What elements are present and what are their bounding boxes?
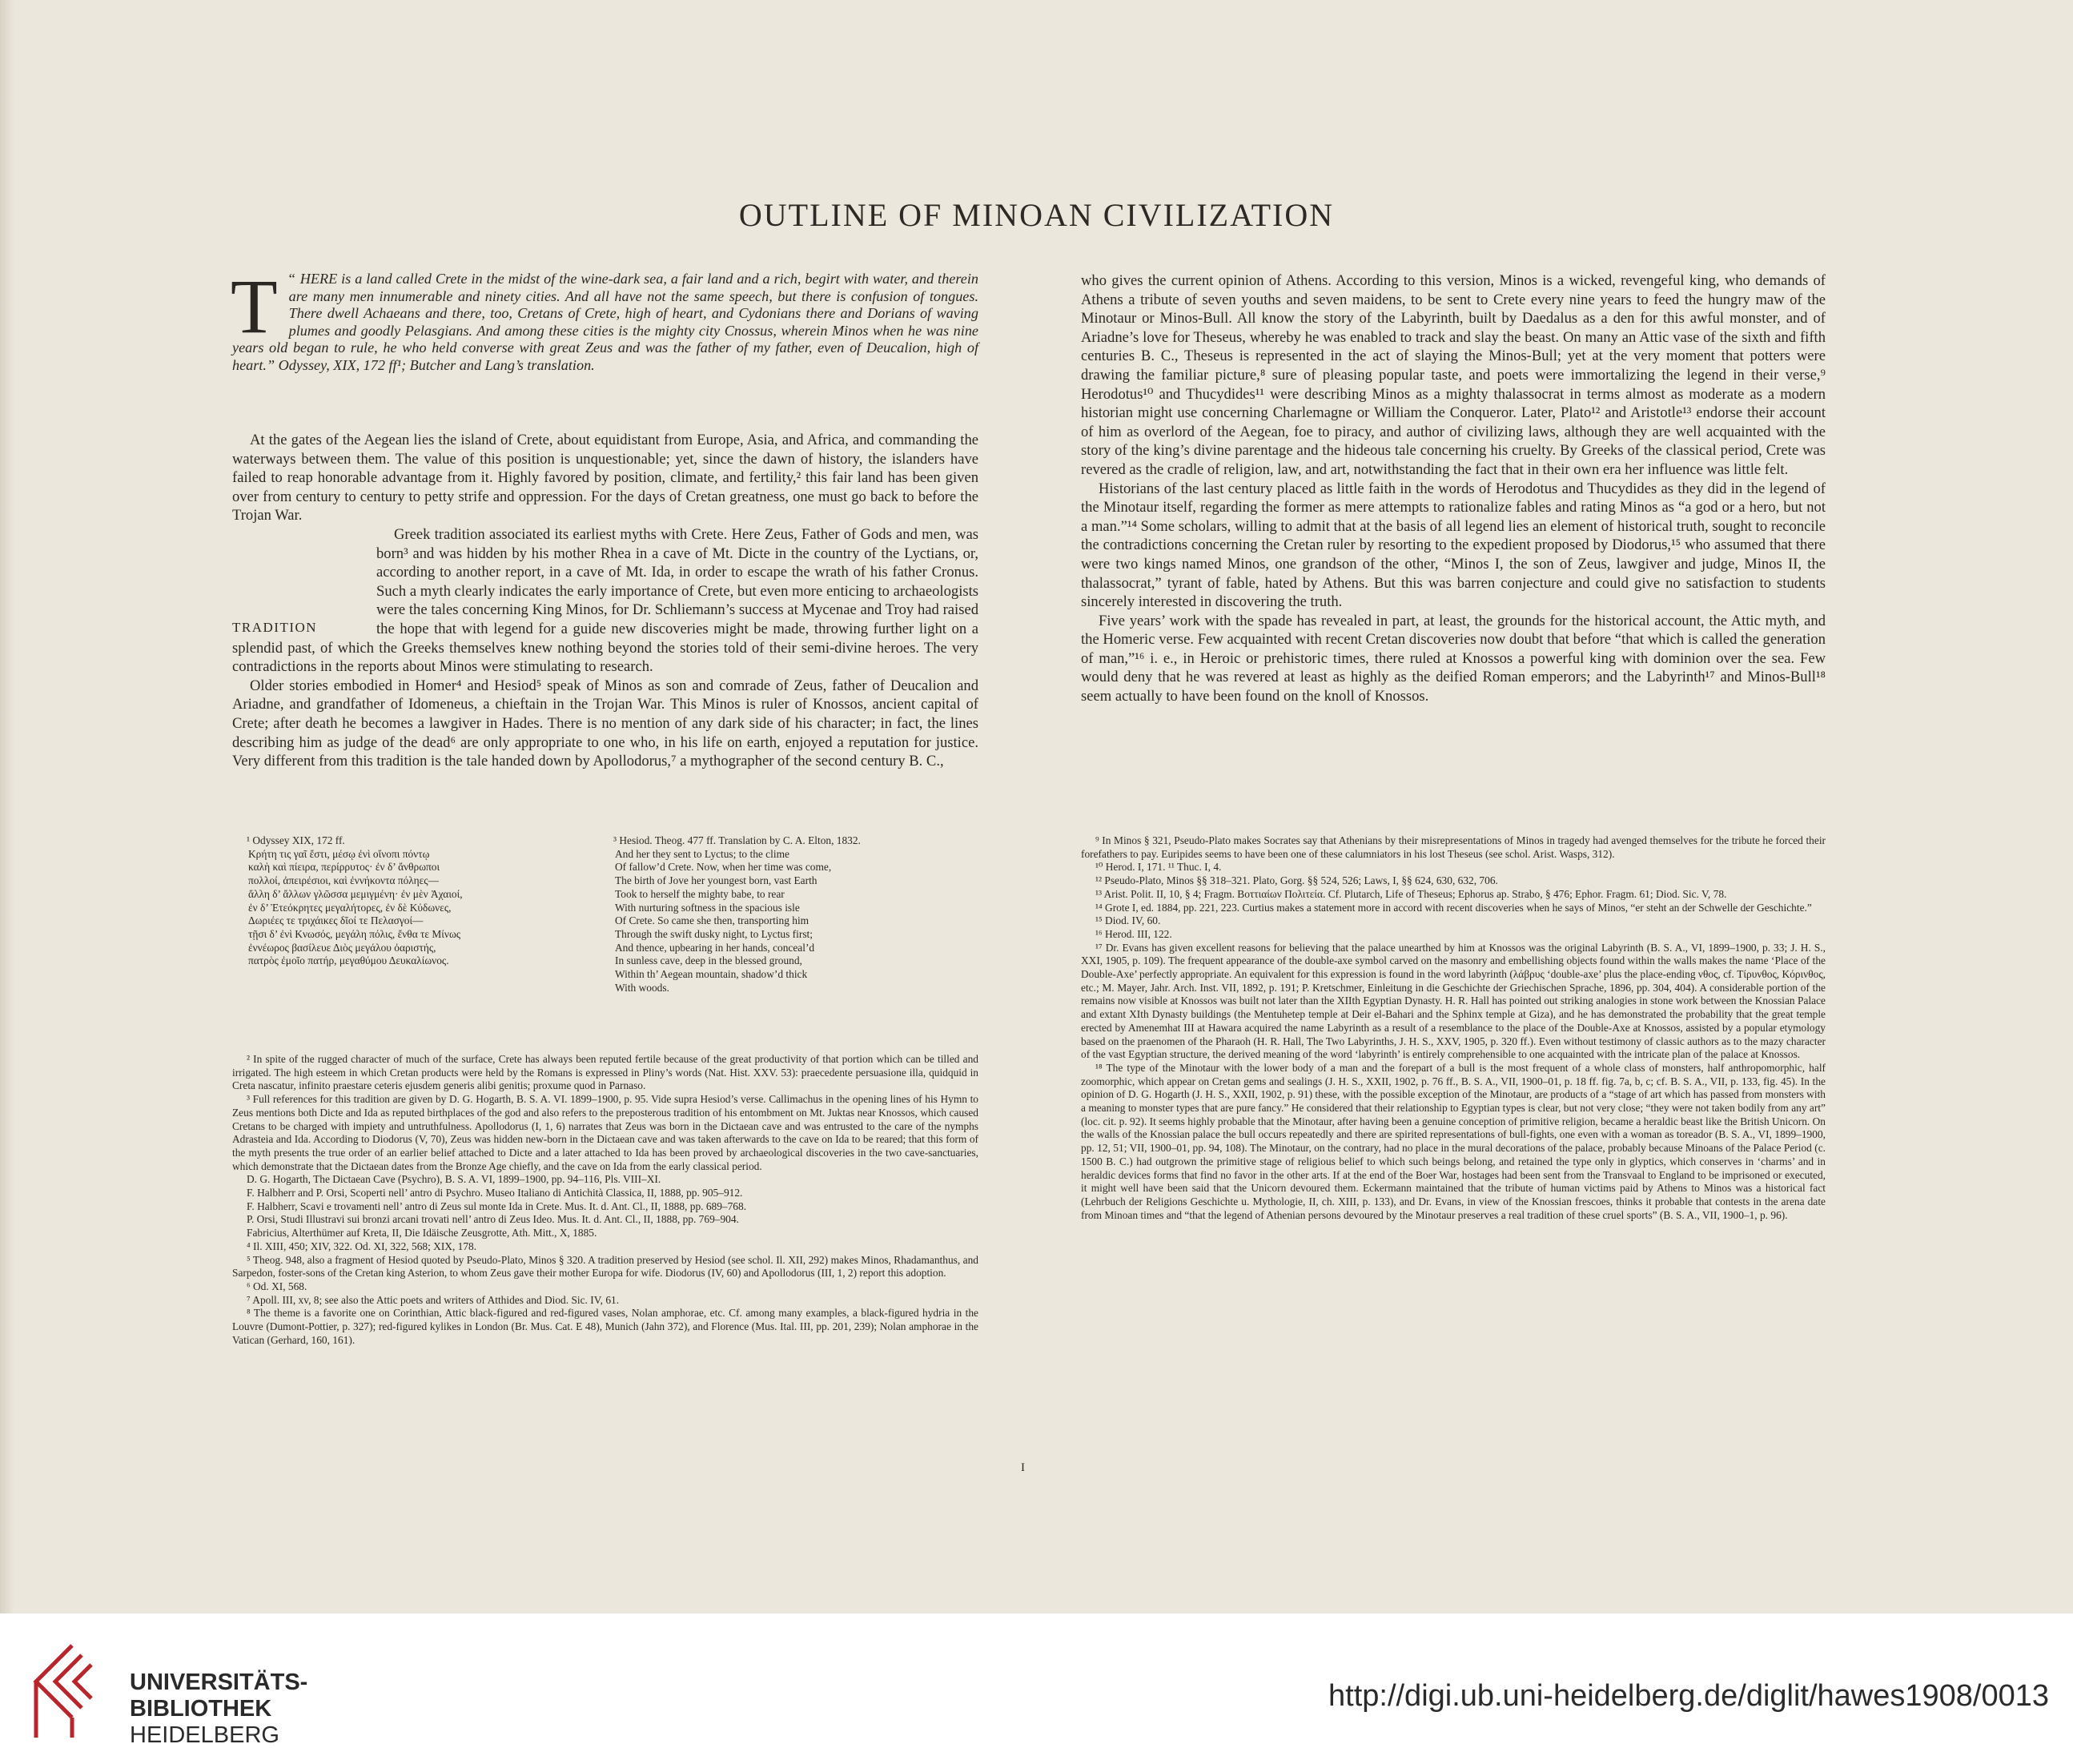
paragraph: Older stories embodied in Homer⁴ and Hesiod⁵ speak of Minos as son and comrade of Zeus, father of Deucalion and Ariadne, and grandfather of Idomeneus, a chieftain in the Trojan War. This Minos is ruler of Knossos, ancient capital of Crete; after death he becomes a lawgiver in Hades. There is no mention of any dark side of his character; in fact, the lines describing him as judge of the dead⁶ are only appropriate to one who, in his life on earth, enjoyed a reputation for justice. Very different from this tradition is the tale handed down by Apollodorus,⁷ a mythographer of the second century B. C., (232, 677, 978, 770)
footnote: ⁵ Theog. 948, also a fragment of Hesiod quoted by Pseudo-Plato, Minos § 320. A tradition preserved by Hesiod (see schol. Il. XII, 292) makes Minos, Rhadamanthus, and Sarpedon, foster-sons of the Cretan king Asterion, to whom Zeus gave their mother Europa for wife. Diodorus (IV, 60) and Apollodorus (III, 1, 2) report this adoption. (232, 1253, 978, 1280)
footnote: With woods. (615, 981, 669, 994)
footnote: With nurturing softness in the spacious isle (615, 901, 800, 914)
footnote: ¹⁶ Herod. III, 122. (1095, 927, 1172, 940)
intro-epigraph (231, 263, 978, 374)
footnote: F. Halbherr and P. Orsi, Scoperti nell’ antro di Psychro. Museo Italiano di Antichità Classica, II, 1888, pp. 905–912. (247, 1187, 743, 1199)
footnote: F. Halbherr, Scavi e trovamenti nell’ antro di Zeus sul monte Ida in Crete. Mus. It. d. Ant. Cl., II, 1888, pp. 689–768. (247, 1199, 747, 1212)
footnotes-right (1081, 834, 1826, 1222)
side-note-tradition: TRADITION (232, 619, 318, 635)
footnote: ¹² Pseudo-Plato, Minos §§ 318–321. Plato, Gorg. §§ 524, 526; Laws, I, §§ 624, 630, 632, 706. (1095, 874, 1498, 887)
footnote: πολλοί, ἀπειρέσιοι, καὶ ἐννήκοντα πόληες— (248, 874, 439, 887)
footnote: Fabricius, Alterthümer auf Kreta, II, Die Idäische Zeusgrotte, Ath. Mitt., X, 1885. (247, 1227, 597, 1240)
footnote: ⁶ Od. XI, 568. (247, 1280, 307, 1292)
footnote: Of fallow’d Crete. Now, when her time was come, (615, 861, 832, 874)
footnote: ¹³ Arist. Polit. II, 10, § 4; Fragm. Βοττιαίων Πολιτεία. Cf. Plutarch, Life of Theseus; Ephorus ap. Strabo, § 476; Ephor. Fragm. 61; Diod. Sic. V, 78. (1095, 887, 1727, 900)
paragraph: At the gates of the Aegean lies the island of Crete, about equidistant from Europe, Asia, and Africa, and commanding the waterways between them. The value of this position is unquestionable; yet, since the dawn of history, the islanders have failed to reap honorable advantage from it. Highly favored by position, climate, and fertility,² this fair land has been given over from century to century to petty strife and oppression. For the days of Cretan greatness, one must go back to before the Trojan War. (232, 432, 978, 524)
footnote: ¹⁸ The type of the Minotaur with the lower body of a man and the forepart of a bull is the most frequent of a whole class of monsters, half anthropomorphic, half zoomorphic, which appear on Cretan gems and sealings (J. H. S., XXII, 1902, p. 76 ff., B. S. A., VII, 1900–01, p. 18 ff. fig. 7a, b, c; cf. B. S. A., VII, p. 133, fig. 45). In the opinion of D. G. Hogarth (J. H. S., XXII, 1902, p. 91) these, with the possible exception of the Minotaur, are products of a “stage of art which has passed from monsters with a meaning to monster types that are pure fancy.” He considered that their relationship to Egyptian types is clear, but not very close; “they were not taken bodily from any art” (loc. cit. p. 92). It seems highly probable that the Minotaur, after having been a genuine conception of primitive religion, became a heraldic beast like the British Unicorn. On the walls of the Knossian palace the bull occurs repeatedly and there are spirited representations of bull-fights, one even with a woman as toreador (B. S. A., VI, 1899–1900, pp. 12, 51; VII, 1900–01, pp. 94, 108). The Minotaur, on the contrary, had no place in the mural decorations of the palace, probably because Minoans of the Palace Period (c. 1500 B. C.) had outgrown the primitive stage of religious belief to which such beings belong, and retained the type only in glyptics, which conserves in ‘charms’ and in heraldic devices forms that find no favor in the other arts. If at the end of the Boer War, hostages had been sent from the Transvaal to England to be imprisoned or executed, it might well have been said that the Unicorn devoured them. Eckermann maintained that the tribute of human victims paid by Athens to Minos was a historical fact (Lehrbuch der Religions Geschichte u. Mythologie, II, ch. XIII, p. 133), and Dr. Evans, in view of the Knossian frescoes, thinks it probable that contests in the arena date from Minoan times and “that the legend of Athenian persons devoured by the Minotaur preserves a real tradition of these cruel sports” (B. S. A., VII, 1900–1, p. 96). (1081, 1061, 1826, 1221)
footnote: Δωριέες τε τριχάικες δῖοί τε Πελασγοί— (248, 914, 424, 927)
footnote: Of Crete. So came she then, transporting him (615, 914, 810, 927)
footnote: ἐννέωρος βασίλευε Διὸς μεγάλου ὀαριστής, (248, 941, 436, 954)
paragraph: TRADITION Greek tradition associated its earliest myths with Crete. Here Zeus, Father of Gods and men, was born³ and was hidden by his mother Rhea in a cave of Mt. Dicte in the country of the Lyctians, or, according to another report, in a cave of Mt. Ida, in order to escape the wrath of his father Cronus. Such a myth clearly indicates the early importance of Crete, but even more enticing to archaeologists were the tales concerning King Minos, for Dr. Schliemann’s success at Mycenae and Troy had raised the hope that with legend for a guide new discoveries might be made, throwing further light on a splendid past, of which the Greeks themselves knew nothing beyond the stories told of their semi-divine heroes. The very contradictions in the reports about Minos were stimulating to research. (232, 525, 978, 676)
footnote: D. G. Hogarth, The Dictaean Cave (Psychro), B. S. A. VI, 1899–1900, pp. 94–116, Pls. VIII–XI. (247, 1173, 661, 1186)
footnote: In sunless cave, deep in the blessed ground, (615, 954, 802, 967)
ub-heidelberg-logo-icon[interactable] (24, 1637, 124, 1742)
right-column (1081, 271, 1826, 706)
footnote: ³ Hesiod. Theog. 477 ff. Translation by C. A. Elton, 1832. (613, 834, 861, 846)
footnote: ² In spite of the rugged character of much of the surface, Crete has always been reputed fertile because of the great productivity of that portion which can be tilled and irrigated. The high esteem in which Cretan products were held by the Romans is expressed in Pliny’s words (Nat. Hist. XXV. 53): praecedente persuasione illa, quidquid in Creta nascatur, infinito praestare ceteris ejusdem generis alibi genitis; proxume quod in Parnaso. (232, 1053, 978, 1092)
footnotes-left (232, 1053, 978, 1347)
footnote: The birth of Jove her youngest born, vast Earth (615, 874, 818, 887)
paragraph: Historians of the last century placed as little faith in the words of Herodotus and Thucydides as they did in the legend of the Minotaur itself, regarding the former as mere attempts to rationalize fables and rating Minos as “a god or a hero, but not a man.”¹⁴ Some scholars, willing to admit that at the basis of all legend lies an element of historical truth, sought to reconcile the contradictions concerning the Cretan ruler by resorting to the expedient proposed by Diodorus,¹⁵ who assumed that there were two kings named Minos, one grandson of the other, “Minos I, the son of Zeus, lawgiver and judge, Minos II, the thalassocrat,” tyrant of fable, hated by Athens. But this was barren conjecture and could give no satisfaction to students sincerely interested in discovering the truth. (1081, 480, 1826, 611)
page-number: I (1021, 1461, 1025, 1474)
footnote: Took to herself the mighty babe, to rear (615, 887, 785, 900)
footnote: Within th’ Aegean mountain, shadow’d thick (615, 968, 808, 981)
footnote: ⁹ In Minos § 321, Pseudo-Plato makes Socrates say that Athenians by their misrepresentations of Minos in tragedy had avenged themselves for the tribute he forced their forefathers to pay. Euripides seems to have been one of these calumniators in his lost Theseus (see schol. Arist. Wasps, 312). (1081, 834, 1826, 860)
page-gutter-shadow (0, 0, 14, 1613)
footnote: And thence, upbearing in her hands, conceal’d (615, 941, 815, 954)
paragraph: who gives the current opinion of Athens. According to this version, Minos is a wicked, revengeful king, who demands of Athens a tribute of seven youths and seven maidens, to be sent to Crete every nine years to feed the hungry maw of the Minotaur or Minos-Bull. All know the story of the Labyrinth, built by Daedalus as a den for this awful monster, and of Ariadne’s love for Theseus, whereby he was enabled to track and slay the beast. On many an Attic vase of the sixth and fifth centuries B. C., Theseus is represented in the act of slaying the Minos-Bull; yet at the very moment that potters were drawing the familiar picture,⁸ sure of pleasing popular taste, and poets were immortalizing the legend in their verse,⁹ Herodotus¹⁰ and Thucydides¹¹ were describing Minos as a mighty thalassocrat in terms almost as moderate as a modern historian might use concerning Charlemagne or William the Conqueror. Later, Plato¹² and Aristotle¹³ endorse their account of him as overlord of the Aegean, foe to piracy, and author of civilizing laws, although they are well acquainted with the story of the king’s divine parentage and the hideous tale concerning his cruelty. By Greeks of the classical period, Crete was revered as the cradle of religion, law, and art, notwithstanding the fact that in their own era her influence was little felt. (1081, 272, 1826, 478)
footnote: ³ Full references for this tradition are given by D. G. Hogarth, B. S. A. VI. 1899–1900, p. 95. Vide supra Hesiod’s verse. Callimachus in the opening lines of his Hymn to Zeus mentions both Dicte and Ida as reputed birthplaces of the god and also refers to the preposterous tradition of his entombment on Mt. Juktas near Knossos, which caused Cretans to be charged with impiety and untruthfulness. Apollodorus (I, 1, 6) narrates that Zeus was born in the Dictaean cave and was entrusted to the care of the nymphs Adrasteia and Ida. According to Diodorus (V, 70), Zeus was hidden new-born in the Dictaean cave and was taken afterwards to the cave on Ida to be reared; that this form of the myth presents the true order of an earlier belief attached to Dicte and a later attached to Ida has been proved by archaeological discoveries in the two cave-sanctuaries, which demonstrate that the Dictaean dates from the Bronze Age chiefly, and the cave on Ida from the early classical period. (232, 1093, 978, 1172)
footnote: Κρήτη τις γαῖ ἔστι, μέσῳ ἐνὶ οἴνοπι πόντῳ (248, 847, 430, 860)
footnote: P. Orsi, Studi Illustravi sui bronzi arcani trovati nell’ antro di Zeus Ideo. Mus. It. d. Ant. Cl., II, 1888, pp. 769–904. (247, 1213, 739, 1226)
footnote: ¹⁰ Herod. I, 171. ¹¹ Thuc. I, 4. (1095, 861, 1222, 874)
footnote: ⁴ Il. XIII, 450; XIV, 322. Od. XI, 322, 568; XIX, 178. (247, 1240, 477, 1252)
footnote: τῇσι δ’ ἐνὶ Κνωσός, μεγάλη πόλις, ἔνθα τε Μίνως (248, 927, 461, 940)
footnote: ⁸ The theme is a favorite one on Corinthian, Attic black-figured and red-figured vases, Nolan amphorae, etc. Cf. among many examples, a black-figured hydria in the Louvre (Dumont-Pottier, p. 327); red-figured kylikes in London (Br. Mus. Cat. E 48), Munich (Jahn 372), and Florence (Mus. Ital. III, pp. 201, 239); Nolan amphorae in the Vatican (Gerhard, 160, 161). (232, 1307, 978, 1346)
footnote: And her they sent to Lyctus; to the clime (615, 847, 789, 860)
footnote: ¹⁷ Dr. Evans has given excellent reasons for believing that the palace unearthed by him at Knossos was the original Labyrinth (B. S. A., VI, 1899–1900, p. 33; J. H. S., XXI, 1905, p. 109). The frequent appearance of the double-axe symbol carved on the masonry and embellishing objects found within the walls makes the name ‘Place of the Double-Axe’ perfectly appropriate. An equivalent for this expression is found in the word labyrinth (λάβρυς ‘double-axe’ plus the place-ending νθος, cf. Τίρυνθος, Κόρινθος, etc.; M. Mayer, Jahr. Arch. Inst. VII, 1892, p. 191; P. Kretschmer, Einleitung in die Geschichte der Griechischen Sprache, 1896, pp. 304, 404). A considerable portion of the remains now visible at Knossos was built not later than the XIIth Egyptian Dynasty. H. R. Hall has pointed out striking analogies in stone work between the Knossian Palace and extant XIth Dynasty buildings (the Mentuhetep temple at Deir el-Bahari and the Sphinx temple at Giza), and he has demonstrated the probability that the great temple erected by Amenemhat III at Hawara acquired the name Labyrinth as a result of a resemblance to the place of the Double-Axe at Knossos, assisted by a popular etymology based on the praenomen of the Pharaoh (H. R. Hall, The Two Labyrinths, J. H. S., XXV, 1905, p. 320 ff.). Even without testimony of classic authors as to the mazy character of the vast Egyptian structure, the derived meaning of the word ‘labyrinth’ is entirely comprehensible to one acquainted with the intricate plan of the palace at Knossos. (1081, 941, 1826, 1061)
paragraph: Five years’ work with the spade has revealed in part, at least, the grounds for the historical account, the Attic myth, and the Homeric verse. Few acquainted with recent Cretan discoveries now doubt that before “that which is called the generation of man,”¹⁶ i. e., in Heroic or prehistoric times, there ruled at Knossos a powerful king with dominion over the sea. Few would deny that he was revered at least as highly as the deified Roman emperors; and the Labyrinth¹⁷ and Minos-Bull¹⁸ seem actually to have been found on the knoll of Knossos. (1081, 612, 1826, 705)
footnote: πατρὸς ἐμοῖο πατήρ, μεγαθύμου Δευκαλίωνος. (248, 954, 449, 967)
viewer-footer (0, 1613, 2073, 1764)
page-title: OUTLINE OF MINOAN CIVILIZATION (738, 197, 1335, 233)
footnote: ἐν δ’ Ἐτεόκρητες μεγαλήτορες, ἐν δὲ Κύδωνες, (248, 901, 452, 914)
intro-text: HERE is a land called Crete in the midst of the wine-dark sea, a fair land and a rich, begirt with water, and therein are many men innumerable and ninety cities. And all have not the same speech, but there is confusion of tongues. There dwell Achaeans and there, too, Cretans of Crete, high of heart, and Cydonians there and Dorians of waving plumes and goodly Pelasgians. And among these cities is the mighty city Cnossus, wherein Minos when he was nine years old began to rule, he who held converse with great Zeus and was the father of my father, even of Deucalion, high of heart.” Odyssey, XIX, 172 ff¹; Butcher and Lang’s translation. (232, 271, 978, 373)
library-name[interactable]: UNIVERSITÄTS- BIBLIOTHEK HEIDELBERG (130, 1670, 308, 1748)
footnote: ¹⁵ Diod. IV, 60. (1095, 914, 1161, 927)
footnote: ¹ Odyssey XIX, 172 ff. (247, 834, 345, 846)
left-column (232, 431, 978, 771)
permalink-url[interactable]: http://digi.ub.uni-heidelberg.de/diglit/hawes1908/0013 (1328, 1679, 2049, 1713)
footnote: ἄλλη δ’ ἄλλων γλῶσσα μεμιγμένη· ἐν μὲν Ἀχαιοί, (248, 887, 463, 900)
drop-cap: T (231, 263, 278, 349)
footnote: καλὴ καὶ πίειρα, περίρρυτος· ἐν δ’ ἄνθρωποι (248, 861, 440, 874)
footnote-greek-quote (232, 834, 568, 968)
footnote: ⁷ Apoll. III, xv, 8; see also the Attic poets and writers of Atthides and Diod. Sic. IV, 61. (247, 1293, 620, 1306)
footnote: Through the swift dusky night, to Lyctus first; (615, 927, 813, 940)
footnote: ¹⁴ Grote I, ed. 1884, pp. 221, 223. Curtius makes a statement more in accord with recent discoveries when he says of Minos, “er steht an der Schwelle der Geschichte.” (1095, 901, 1812, 914)
footnote-hesiod-translation (599, 834, 983, 995)
open-quote: “ (288, 271, 295, 287)
